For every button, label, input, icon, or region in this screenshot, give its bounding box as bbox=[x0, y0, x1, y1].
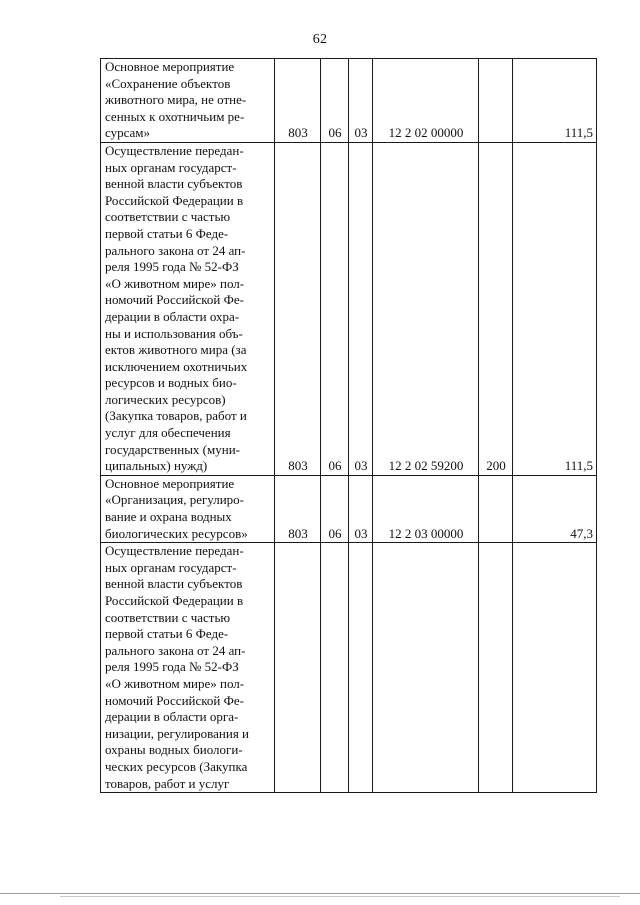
description-line: реля 1995 года № 52-ФЗ bbox=[105, 259, 239, 275]
description-line: вание и охрана водных bbox=[105, 509, 232, 525]
amount: 47,3 bbox=[513, 475, 597, 542]
section-code: 06 bbox=[321, 59, 349, 143]
description-line: «О животном мире» пол- bbox=[105, 675, 245, 691]
description-line: ных органам государст- bbox=[105, 559, 237, 575]
description-line: государственных (муни- bbox=[105, 441, 240, 457]
table-row bbox=[101, 543, 597, 793]
description-line: дерации в области орга- bbox=[105, 709, 239, 725]
description-line: Основное мероприятие bbox=[105, 475, 235, 491]
subsection-code: 03 bbox=[349, 475, 373, 542]
description-line: Осуществление передан- bbox=[105, 543, 244, 559]
ministry-code: 803 bbox=[275, 475, 321, 542]
description-line: Российской Федерации в bbox=[105, 192, 244, 208]
section-code bbox=[321, 543, 349, 793]
description-line: услуг для обеспечения bbox=[105, 425, 231, 441]
row-description bbox=[101, 142, 275, 475]
description-line: (Закупка товаров, работ и bbox=[105, 408, 247, 424]
expense-type-code bbox=[479, 475, 513, 542]
description-line: номочий Российской Фе- bbox=[105, 292, 244, 308]
scan-edge-line bbox=[60, 896, 620, 897]
section-code: 06 bbox=[321, 475, 349, 542]
description-line: «Организация, регулиро- bbox=[105, 492, 245, 508]
description-line: Основное мероприятие bbox=[105, 59, 235, 74]
description-line: ны и использования объ- bbox=[105, 325, 243, 341]
description-line: логических ресурсов) bbox=[105, 391, 226, 407]
amount: 111,5 bbox=[513, 59, 597, 143]
description-line: животного мира, не отне- bbox=[105, 92, 247, 108]
ministry-code: 803 bbox=[275, 59, 321, 143]
description-line: биологических ресурсов» bbox=[105, 525, 248, 541]
description-line: венной власти субъектов bbox=[105, 576, 243, 592]
amount: 111,5 bbox=[513, 142, 597, 475]
description-line: низации, регулирования и bbox=[105, 725, 250, 741]
subsection-code: 03 bbox=[349, 59, 373, 143]
expense-type-code bbox=[479, 543, 513, 793]
description-line: исключением охотничьих bbox=[105, 358, 248, 374]
description-line: сенных к охотничьим ре- bbox=[105, 108, 245, 124]
description-line: ресурсов и водных био- bbox=[105, 375, 237, 391]
row-description bbox=[101, 475, 275, 542]
section-code: 06 bbox=[321, 142, 349, 475]
page-number: 62 bbox=[312, 32, 328, 47]
table-row bbox=[101, 142, 597, 475]
description-line: соответствии с частью bbox=[105, 609, 231, 625]
table-row bbox=[101, 59, 597, 143]
description-line: соответствии с частью bbox=[105, 209, 231, 225]
description-line: товаров, работ и услуг bbox=[105, 775, 230, 791]
description-line: «Сохранение объектов bbox=[105, 75, 231, 91]
description-line: первой статьи 6 Феде- bbox=[105, 626, 229, 642]
description-line: Осуществление передан- bbox=[105, 142, 244, 158]
target-article-code bbox=[373, 543, 479, 793]
row-description bbox=[101, 543, 275, 793]
amount bbox=[513, 543, 597, 793]
description-line: венной власти субъектов bbox=[105, 176, 243, 192]
subsection-code bbox=[349, 543, 373, 793]
table-body bbox=[101, 59, 597, 793]
expense-type-code bbox=[479, 59, 513, 143]
row-description bbox=[101, 59, 275, 143]
description-line: «О животном мире» пол- bbox=[105, 275, 245, 291]
table-row bbox=[101, 475, 597, 542]
description-line: рального закона от 24 ап- bbox=[105, 242, 246, 258]
ministry-code bbox=[275, 543, 321, 793]
description-line: ческих ресурсов (Закупка bbox=[105, 758, 248, 774]
budget-table bbox=[100, 58, 597, 793]
ministry-code: 803 bbox=[275, 142, 321, 475]
target-article-code: 12 2 03 00000 bbox=[373, 475, 479, 542]
expense-type-code: 200 bbox=[479, 142, 513, 475]
description-line: ных органам государст- bbox=[105, 159, 237, 175]
description-line: первой статьи 6 Феде- bbox=[105, 225, 229, 241]
description-line: дерации в области охра- bbox=[105, 308, 240, 324]
description-line: ектов животного мира (за bbox=[105, 342, 247, 358]
description-line: сурсам» bbox=[105, 125, 151, 141]
target-article-code: 12 2 02 00000 bbox=[373, 59, 479, 143]
description-line: рального закона от 24 ап- bbox=[105, 642, 246, 658]
description-line: охраны водных биологи- bbox=[105, 742, 243, 758]
description-line: реля 1995 года № 52-ФЗ bbox=[105, 659, 239, 675]
description-line: номочий Российской Фе- bbox=[105, 692, 244, 708]
description-line: Российской Федерации в bbox=[105, 593, 244, 608]
subsection-code: 03 bbox=[349, 142, 373, 475]
target-article-code: 12 2 02 59200 bbox=[373, 142, 479, 475]
scan-edge-line bbox=[0, 893, 640, 894]
description-line: ципальных) нужд) bbox=[105, 458, 208, 474]
